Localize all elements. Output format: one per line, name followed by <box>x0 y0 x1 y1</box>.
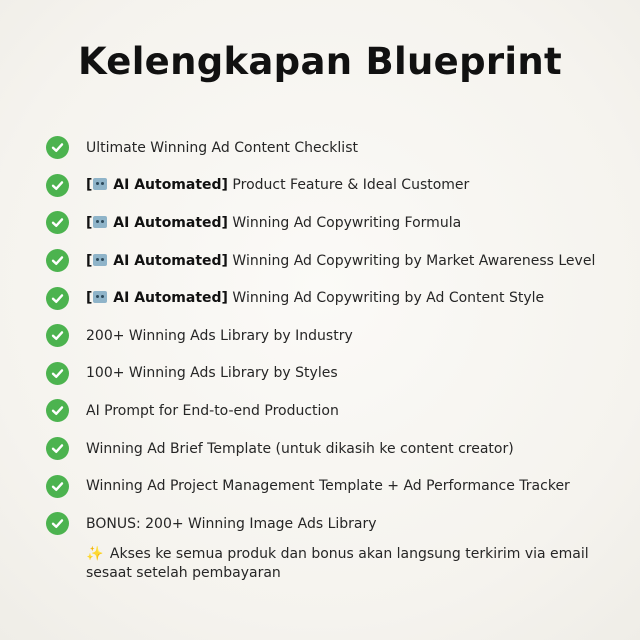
list-item-text: [ AI Automated] Winning Ad Copywriting by Ad Content Style <box>86 290 545 307</box>
list-item-text: [ AI Automated] Winning Ad Copywriting by Market Awareness Level <box>86 252 596 269</box>
check-circle-icon <box>46 475 69 498</box>
check-circle-icon <box>46 287 69 310</box>
check-circle-icon <box>46 512 69 535</box>
list-item <box>46 392 606 430</box>
list-item-text: 200+ Winning Ads Library by Industry <box>86 327 353 344</box>
ai-automated-tag: AI Automated] <box>113 214 228 231</box>
list-item <box>46 204 606 242</box>
robot-icon <box>93 254 107 266</box>
list-item <box>46 317 606 355</box>
list-item <box>46 355 606 393</box>
delivery-note <box>86 545 606 583</box>
ai-automated-tag: AI Automated] <box>113 252 228 269</box>
check-circle-icon <box>46 136 69 159</box>
page-title: Kelengkapan Blueprint <box>77 40 563 83</box>
ai-automated-tag: AI Automated] <box>113 177 228 194</box>
check-circle-icon <box>46 362 69 385</box>
list-item-text: Winning Ad Brief Template (untuk dikasih ke content creator) <box>86 440 514 457</box>
list-item <box>46 129 606 167</box>
robot-icon <box>93 178 107 190</box>
check-circle-icon <box>46 174 69 197</box>
robot-icon <box>93 291 107 303</box>
list-item-text: Winning Ad Project Management Template + Ad Performance Tracker <box>86 478 570 495</box>
list-item <box>46 242 606 280</box>
sparkle-icon: ✨ <box>86 546 104 562</box>
check-circle-icon <box>46 324 69 347</box>
list-item-text: [ AI Automated] Winning Ad Copywriting Formula <box>86 214 462 231</box>
list-item-text: Ultimate Winning Ad Content Checklist <box>86 139 358 156</box>
check-circle-icon <box>46 211 69 234</box>
list-item <box>46 505 606 543</box>
check-circle-icon <box>46 399 69 422</box>
list-item-text: [ AI Automated] Product Feature & Ideal Customer <box>86 177 470 194</box>
list-item-text: AI Prompt for End-to-end Production <box>86 402 339 419</box>
list-item <box>46 167 606 205</box>
list-item-text: 100+ Winning Ads Library by Styles <box>86 365 338 382</box>
feature-list <box>46 129 606 543</box>
check-circle-icon <box>46 437 69 460</box>
list-item <box>46 430 606 468</box>
delivery-note-text: Akses ke semua produk dan bonus akan langsung terkirim via email sesaat setelah pembayaran <box>86 546 589 581</box>
robot-icon <box>93 216 107 228</box>
list-item <box>46 467 606 505</box>
list-item-text: BONUS: 200+ Winning Image Ads Library <box>86 515 377 532</box>
check-circle-icon <box>46 249 69 272</box>
ai-automated-tag: AI Automated] <box>113 290 228 307</box>
list-item <box>46 279 606 317</box>
